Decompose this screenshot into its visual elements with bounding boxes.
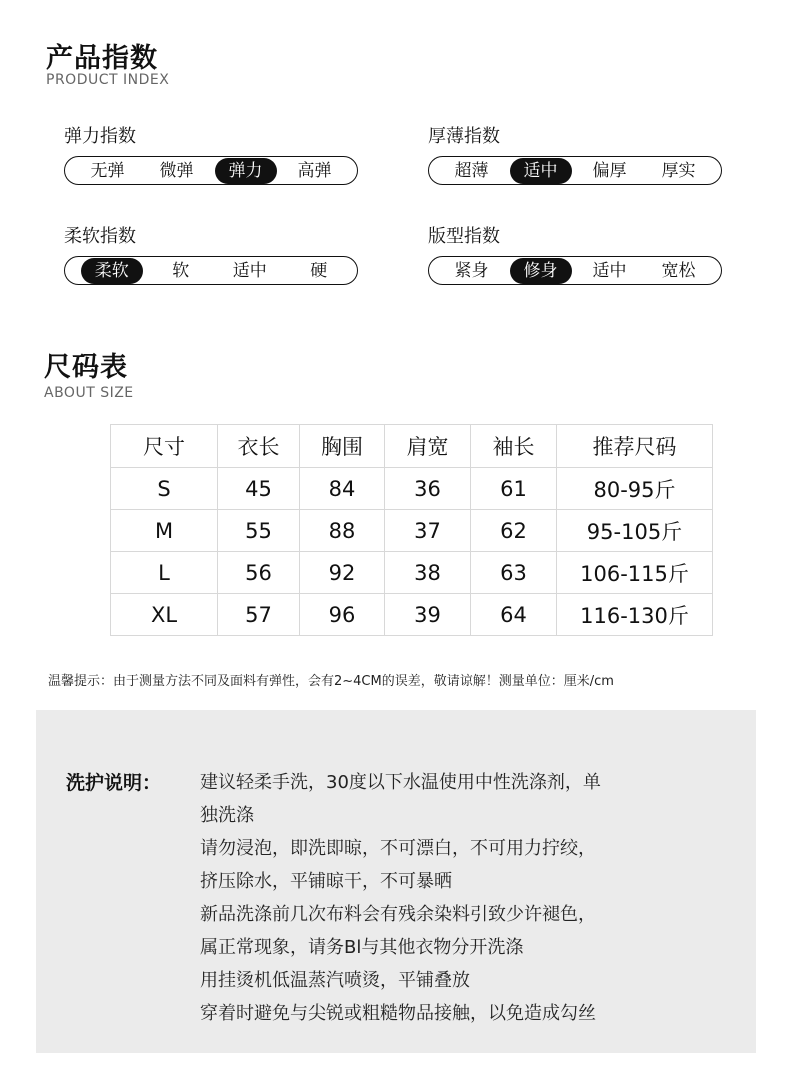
care-line: 新品洗涤前几次布料会有残余染料引致少许褪色， — [200, 904, 596, 925]
size-table-cell: 57 — [218, 594, 300, 636]
measurement-note: 温馨提示：由于测量方法不同及面料有弹性，会有2~4CM的误差，敬请谅解！测量单位：厘米/cm — [48, 674, 614, 689]
index-option-selected: 适中 — [510, 158, 572, 184]
care-line: 用挂烫机低温蒸汽喷烫，平铺叠放 — [200, 970, 470, 991]
index-option: 适中 — [592, 260, 627, 281]
index-option-selected: 修身 — [510, 258, 572, 284]
size-table-cell: 92 — [300, 552, 385, 594]
size-table-header-cell: 胸围 — [300, 425, 385, 468]
index-group-softness — [64, 222, 358, 285]
care-line: 穿着时避免与尖锐或粗糙物品接触，以免造成勾丝 — [200, 1003, 596, 1024]
size-table-cell: 36 — [385, 468, 471, 510]
care-panel — [36, 710, 756, 1053]
size-chart-title: 尺码表 — [44, 352, 128, 383]
size-table-header-cell: 衣长 — [218, 425, 300, 468]
index-group-elasticity — [64, 122, 358, 185]
size-table-row — [111, 552, 713, 594]
care-line: 建议轻柔手洗，30度以下水温使用中性洗涤剂，单 — [200, 772, 601, 793]
size-table-cell: 62 — [471, 510, 557, 552]
size-table-header-cell: 肩宽 — [385, 425, 471, 468]
index-option: 紧身 — [454, 260, 489, 281]
care-line: 独洗涤 — [200, 805, 254, 826]
index-option: 超薄 — [454, 160, 489, 181]
index-label: 弹力指数 — [64, 126, 136, 147]
index-group-thickness — [428, 122, 722, 185]
size-table-cell: 61 — [471, 468, 557, 510]
care-line: 属正常现象，请务Bl与其他衣物分开洗涤 — [200, 937, 524, 958]
index-scale — [428, 156, 722, 185]
size-table-cell: 106-115斤 — [557, 552, 713, 594]
size-table-cell: 45 — [218, 468, 300, 510]
size-table-header-cell: 袖长 — [471, 425, 557, 468]
size-table-row — [111, 510, 713, 552]
index-option-selected: 弹力 — [215, 158, 277, 184]
size-table-cell: XL — [111, 594, 218, 636]
care-line: 请勿浸泡，即洗即晾，不可漂白，不可用力拧绞， — [200, 838, 596, 859]
index-label: 厚薄指数 — [428, 126, 500, 147]
size-table-header-cell: 尺寸 — [111, 425, 218, 468]
size-chart-subtitle: ABOUT SIZE — [44, 385, 134, 401]
size-table-cell: 37 — [385, 510, 471, 552]
index-option: 高弹 — [297, 160, 332, 181]
size-table-cell: S — [111, 468, 218, 510]
size-table-header-cell: 推荐尺码 — [557, 425, 713, 468]
care-line: 挤压除水，平铺晾干，不可暴晒 — [200, 871, 452, 892]
index-option: 软 — [172, 260, 190, 281]
product-index-title: 产品指数 — [46, 43, 158, 74]
size-table-cell: 56 — [218, 552, 300, 594]
index-option: 偏厚 — [592, 160, 627, 181]
index-option: 硬 — [310, 260, 328, 281]
index-option: 适中 — [232, 260, 267, 281]
index-option-selected: 柔软 — [81, 258, 143, 284]
size-table-cell: 38 — [385, 552, 471, 594]
size-table-cell: 96 — [300, 594, 385, 636]
index-scale — [64, 156, 358, 185]
index-option: 无弹 — [90, 160, 125, 181]
index-label: 版型指数 — [428, 226, 500, 247]
care-instructions — [200, 766, 730, 1030]
index-label: 柔软指数 — [64, 226, 136, 247]
product-index-subtitle: PRODUCT INDEX — [46, 72, 170, 88]
size-table-cell: 80-95斤 — [557, 468, 713, 510]
size-table-cell: 64 — [471, 594, 557, 636]
size-table-cell: 116-130斤 — [557, 594, 713, 636]
size-table-row — [111, 594, 713, 636]
index-scale — [428, 256, 722, 285]
size-table-cell: 84 — [300, 468, 385, 510]
size-table-cell: 63 — [471, 552, 557, 594]
size-table-cell: 55 — [218, 510, 300, 552]
size-table-cell: 39 — [385, 594, 471, 636]
size-table-cell: 88 — [300, 510, 385, 552]
index-option: 微弹 — [159, 160, 194, 181]
index-option: 厚实 — [661, 160, 696, 181]
size-table-cell: L — [111, 552, 218, 594]
index-group-fit — [428, 222, 722, 285]
index-option: 宽松 — [661, 260, 696, 281]
size-table-cell: M — [111, 510, 218, 552]
size-table-row — [111, 468, 713, 510]
index-scale — [64, 256, 358, 285]
care-title: 洗护说明： — [66, 772, 162, 794]
size-table-header-row — [111, 425, 713, 468]
size-table-cell: 95-105斤 — [557, 510, 713, 552]
size-table — [110, 424, 713, 636]
